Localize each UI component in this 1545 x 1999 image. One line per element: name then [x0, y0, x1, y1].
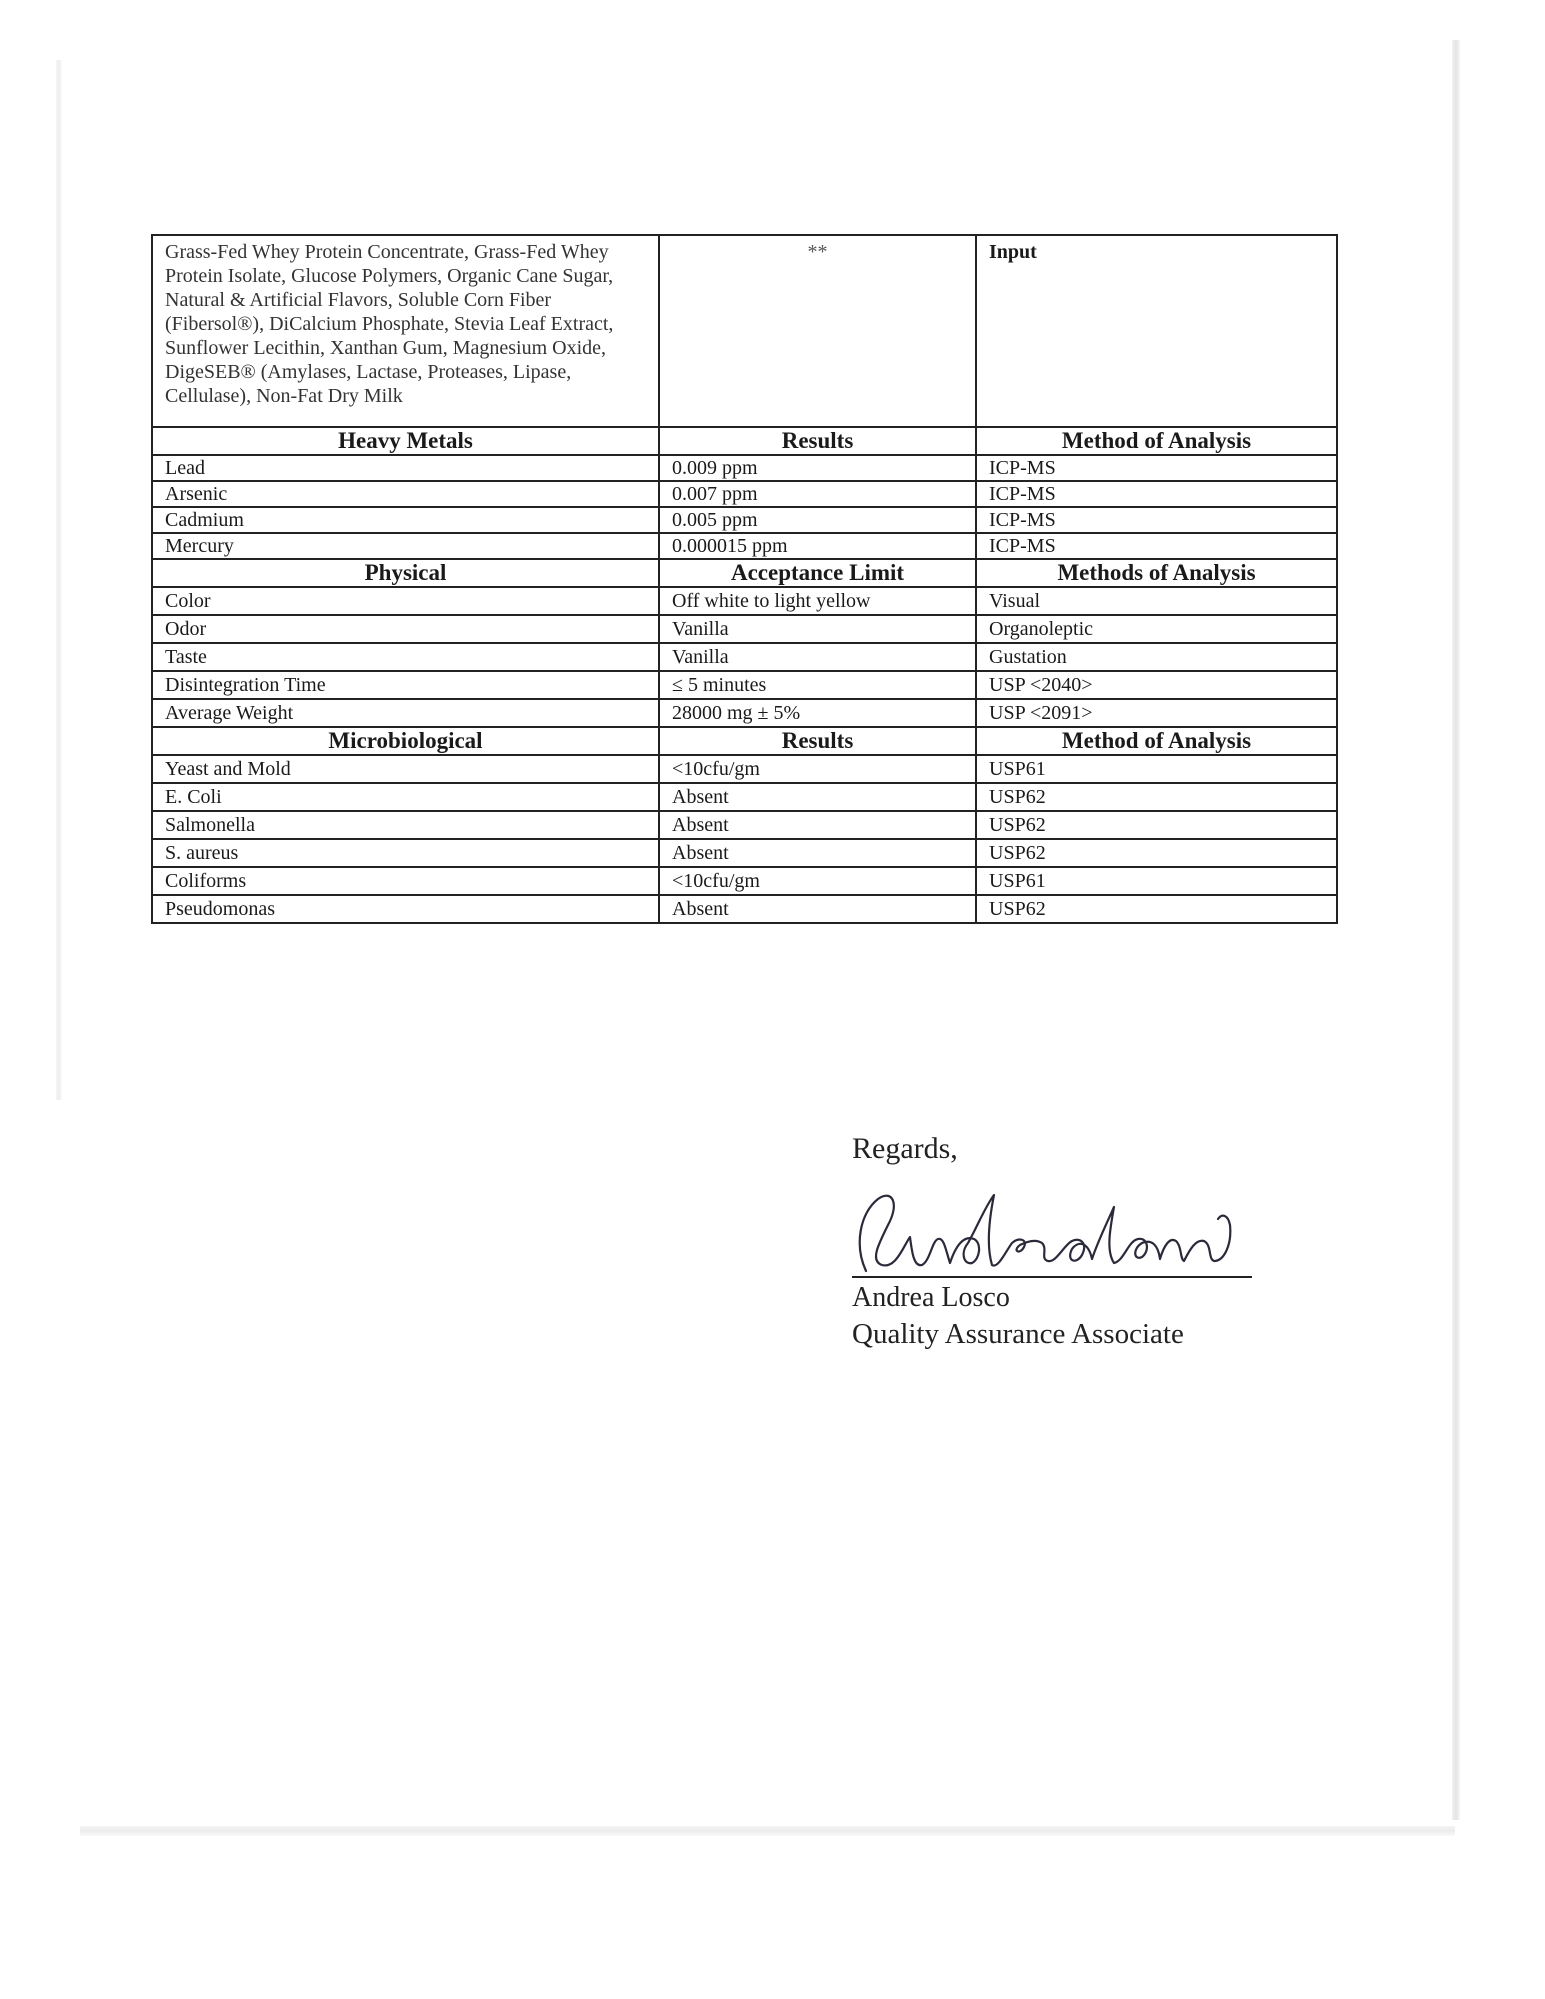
test-result: 0.007 ppm: [659, 481, 976, 507]
table-row: [152, 783, 1337, 811]
column-header: Acceptance Limit: [659, 559, 976, 587]
test-result: <10cfu/gm: [659, 755, 976, 783]
test-method: ICP-MS: [976, 481, 1337, 507]
table-row: [152, 811, 1337, 839]
test-name: Yeast and Mold: [152, 755, 659, 783]
table-row: [152, 533, 1337, 559]
test-name: S. aureus: [152, 839, 659, 867]
test-result: Vanilla: [659, 643, 976, 671]
table-row: [152, 839, 1337, 867]
test-name: Odor: [152, 615, 659, 643]
test-name: Cadmium: [152, 507, 659, 533]
test-method: USP61: [976, 867, 1337, 895]
test-result: <10cfu/gm: [659, 867, 976, 895]
analysis-table: [151, 234, 1338, 924]
test-result: Absent: [659, 783, 976, 811]
signer-title: Quality Assurance Associate: [852, 1318, 1184, 1350]
test-name: Lead: [152, 455, 659, 481]
test-result: ≤ 5 minutes: [659, 671, 976, 699]
test-method: ICP-MS: [976, 533, 1337, 559]
test-name: E. Coli: [152, 783, 659, 811]
table-row: [152, 895, 1337, 923]
test-name: Disintegration Time: [152, 671, 659, 699]
table-row: [152, 481, 1337, 507]
column-header: Results: [659, 727, 976, 755]
test-name: Mercury: [152, 533, 659, 559]
test-name: Coliforms: [152, 867, 659, 895]
test-method: USP <2040>: [976, 671, 1337, 699]
test-result: Absent: [659, 811, 976, 839]
section-title: Microbiological: [152, 727, 659, 755]
column-header: Method of Analysis: [976, 427, 1337, 455]
scan-edge-bottom: [80, 1826, 1455, 1836]
test-result: 0.000015 ppm: [659, 533, 976, 559]
test-result: Vanilla: [659, 615, 976, 643]
test-name: Average Weight: [152, 699, 659, 727]
table-row: [152, 615, 1337, 643]
closing-regards: Regards,: [852, 1132, 958, 1165]
test-method: Visual: [976, 587, 1337, 615]
microbiological-header: [152, 727, 1337, 755]
test-method: USP62: [976, 811, 1337, 839]
heavy-metals-header: [152, 427, 1337, 455]
ingredients-result: **: [659, 235, 976, 427]
table-row: [152, 867, 1337, 895]
test-method: ICP-MS: [976, 507, 1337, 533]
test-name: Arsenic: [152, 481, 659, 507]
column-header: Results: [659, 427, 976, 455]
test-method: USP61: [976, 755, 1337, 783]
column-header: Method of Analysis: [976, 727, 1337, 755]
ingredients-text: Grass-Fed Whey Protein Concentrate, Grass-Fed Whey Protein Isolate, Glucose Polymers, Organic Cane Sugar, Natural & Artificial Flavors, Soluble Corn Fiber (Fibersol®), DiCalcium Phosphate, Stevia Leaf Extract, Sunflower Lecithin, Xanthan Gum, Magnesium Oxide, DigeSEB® (Amylases, Lactase, Proteases, Lipase, Cellulase), Non-Fat Dry Milk: [152, 235, 659, 427]
ingredients-row: [152, 235, 1337, 427]
test-result: Absent: [659, 895, 976, 923]
test-name: Salmonella: [152, 811, 659, 839]
signer-name: Andrea Losco: [852, 1282, 1010, 1313]
test-method: Organoleptic: [976, 615, 1337, 643]
table-row: [152, 671, 1337, 699]
test-method: ICP-MS: [976, 455, 1337, 481]
test-result: Absent: [659, 839, 976, 867]
table-row: [152, 699, 1337, 727]
table-row: [152, 587, 1337, 615]
test-method: USP62: [976, 783, 1337, 811]
table-row: [152, 755, 1337, 783]
scan-edge-left: [56, 60, 62, 1100]
test-result: Off white to light yellow: [659, 587, 976, 615]
test-result: 0.005 ppm: [659, 507, 976, 533]
test-name: Pseudomonas: [152, 895, 659, 923]
scan-edge-right: [1452, 40, 1460, 1820]
signature-line: [852, 1276, 1252, 1278]
test-method: Gustation: [976, 643, 1337, 671]
table-row: [152, 455, 1337, 481]
column-header: Methods of Analysis: [976, 559, 1337, 587]
test-result: 28000 mg ± 5%: [659, 699, 976, 727]
test-result: 0.009 ppm: [659, 455, 976, 481]
table-row: [152, 507, 1337, 533]
physical-header: [152, 559, 1337, 587]
test-name: Color: [152, 587, 659, 615]
section-title: Physical: [152, 559, 659, 587]
test-method: USP62: [976, 839, 1337, 867]
test-name: Taste: [152, 643, 659, 671]
handwritten-signature: [852, 1185, 1252, 1285]
ingredients-method: Input: [976, 235, 1337, 427]
test-method: USP62: [976, 895, 1337, 923]
test-method: USP <2091>: [976, 699, 1337, 727]
section-title: Heavy Metals: [152, 427, 659, 455]
table-row: [152, 643, 1337, 671]
